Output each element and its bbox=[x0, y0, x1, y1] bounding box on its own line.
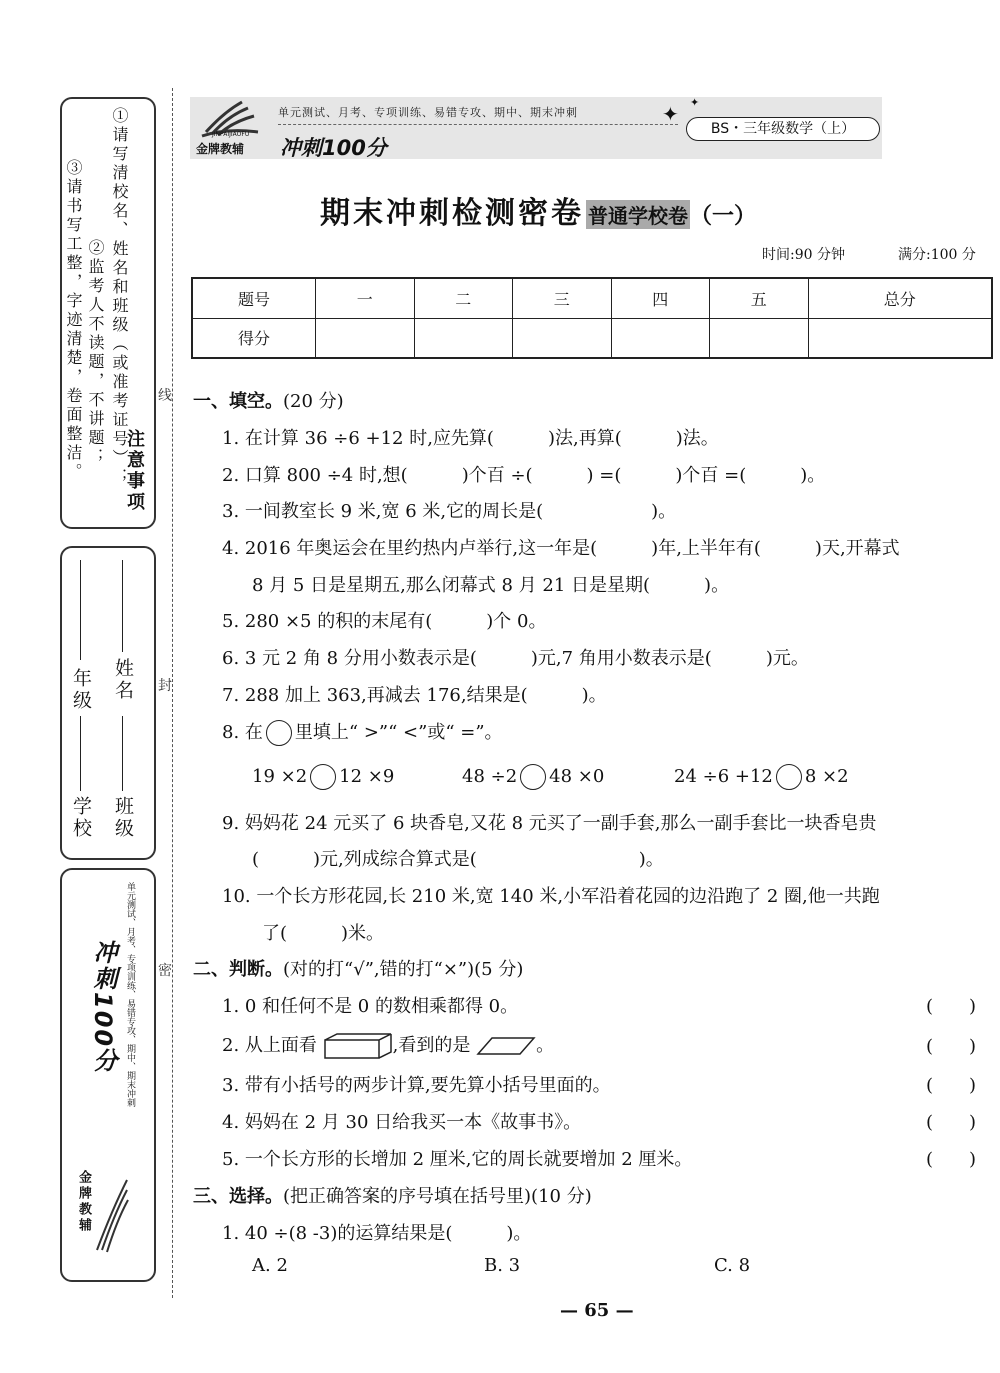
answer-paren[interactable]: ( ) bbox=[926, 1075, 977, 1096]
brand-name: 金牌教辅 bbox=[196, 142, 245, 156]
table-header-cell: 二 bbox=[414, 278, 513, 318]
compare-blank-circle[interactable] bbox=[310, 764, 336, 790]
section-1-title bbox=[193, 387, 344, 413]
section-score: (20 分) bbox=[283, 391, 344, 412]
section-title: 三、选择。 bbox=[193, 1186, 283, 1207]
score-table bbox=[191, 277, 993, 359]
compare-left: 24 ÷6 +12 bbox=[674, 766, 773, 787]
binding-cut-line bbox=[172, 88, 173, 1298]
question-1-8 bbox=[222, 718, 503, 746]
title-suffix: （一） bbox=[690, 203, 757, 229]
question-2-4: 4. 妈妈在 2 月 30 日给我买一本《故事书》。 bbox=[222, 1112, 582, 1133]
compare-right: 8 ×2 bbox=[804, 766, 849, 787]
score-cell[interactable] bbox=[414, 318, 513, 358]
compare-item-3 bbox=[674, 764, 849, 790]
ad-box bbox=[60, 868, 156, 1282]
section-2-title bbox=[193, 955, 523, 981]
table-header-cell: 总分 bbox=[808, 278, 992, 318]
compare-item-1 bbox=[252, 764, 394, 790]
book-logo-icon bbox=[92, 1170, 132, 1260]
question-1-10: 10. 一个长方形花园,长 210 米,宽 140 米,小军沿着花园的边沿跑了 2 圈,他一共跑 bbox=[222, 886, 880, 907]
student-info-box bbox=[60, 546, 156, 860]
school-label: 学校 bbox=[70, 796, 92, 840]
section-score: (把正确答案的序号填在括号里)(10 分) bbox=[283, 1186, 592, 1207]
ad-big-text: 冲刺100分 bbox=[89, 940, 117, 1075]
section-3-title bbox=[193, 1182, 592, 1208]
compare-right: 12 ×9 bbox=[339, 766, 395, 787]
class-field[interactable] bbox=[122, 716, 123, 791]
question-1-5: 5. 280 ×5 的积的末尾有( )个 0。 bbox=[222, 611, 547, 632]
compare-item-2 bbox=[462, 764, 604, 790]
section-title: 二、判断。 bbox=[193, 959, 283, 980]
answer-paren[interactable]: ( ) bbox=[926, 1149, 977, 1170]
compare-right: 48 ×0 bbox=[549, 766, 605, 787]
table-header-cell: 四 bbox=[611, 278, 710, 318]
table-header-cell: 一 bbox=[316, 278, 415, 318]
notice-box bbox=[60, 97, 156, 529]
section-title: 一、填空。 bbox=[193, 391, 283, 412]
answer-paren[interactable]: ( ) bbox=[926, 1036, 977, 1057]
q8-suffix: 里填上“ >”“ <”或“ =”。 bbox=[294, 722, 503, 743]
compare-blank-circle[interactable] bbox=[776, 764, 802, 790]
notice-label: 注意事项 bbox=[124, 429, 145, 513]
section-score: (对的打“√”,错的打“×”)(5 分) bbox=[283, 959, 524, 980]
question-1-1: 1. 在计算 36 ÷6 +12 时,应先算( )法,再算( )法。 bbox=[222, 428, 719, 449]
notice-line-3: ③请书写工整，字迹清楚，卷面整洁。 bbox=[64, 159, 83, 482]
q2-2-suffix: 。 bbox=[536, 1035, 555, 1056]
brand-pinyin: JINPAIJIAOFU bbox=[212, 131, 250, 138]
question-1-2: 2. 口算 800 ÷4 时,想( )个百 ÷( ) =( )个百 =( )。 bbox=[222, 465, 826, 486]
sparkle-small-icon: ✦ bbox=[690, 96, 700, 109]
school-field[interactable] bbox=[80, 716, 81, 791]
cuboid-icon bbox=[323, 1032, 393, 1060]
cut-label-seal: 封 bbox=[158, 678, 172, 694]
question-2-5: 5. 一个长方形的长增加 2 厘米,它的周长就要增加 2 厘米。 bbox=[222, 1149, 693, 1170]
table-header-cell: 三 bbox=[513, 278, 612, 318]
question-3-1: 1. 40 ÷(8 -3)的运算结果是( )。 bbox=[222, 1223, 532, 1244]
table-header-cell: 题号 bbox=[192, 278, 316, 318]
question-1-7: 7. 288 加上 363,再减去 176,结果是( )。 bbox=[222, 685, 607, 706]
ad-brand: 金牌教辅 bbox=[76, 1170, 91, 1234]
score-cell[interactable] bbox=[808, 318, 992, 358]
question-2-2 bbox=[222, 1031, 554, 1060]
cut-label-secret: 密 bbox=[158, 963, 172, 979]
choice-c[interactable]: C. 8 bbox=[714, 1255, 751, 1276]
cut-label-line: 线 bbox=[158, 388, 172, 404]
q8-prefix: 8. 在 bbox=[222, 722, 263, 743]
compare-circle-icon bbox=[266, 720, 292, 746]
title-tag: 普通学校卷 bbox=[586, 200, 690, 229]
compare-left: 19 ×2 bbox=[252, 766, 308, 787]
exam-time: 时间:90 分钟 bbox=[762, 247, 845, 263]
question-2-3: 3. 带有小括号的两步计算,要先算小括号里面的。 bbox=[222, 1075, 611, 1096]
question-2-1: 1. 0 和任何不是 0 的数相乘都得 0。 bbox=[222, 996, 519, 1017]
answer-paren[interactable]: ( ) bbox=[926, 1112, 977, 1133]
sparkle-icon: ✦ bbox=[662, 102, 679, 126]
compare-left: 48 ÷2 bbox=[462, 766, 518, 787]
question-1-6: 6. 3 元 2 角 8 分用小数表示是( )元,7 角用小数表示是( )元。 bbox=[222, 648, 809, 669]
notice-line-1: ①请写清校名、姓名和班级（或准考证号）； bbox=[110, 107, 129, 487]
table-row bbox=[192, 278, 992, 318]
class-label: 班级 bbox=[112, 796, 134, 840]
parallelogram-icon bbox=[476, 1034, 536, 1058]
grade-label: 年级 bbox=[70, 668, 92, 712]
ad-subtitle: 单元测试、月考、专项训练、易错专攻、期中、期末冲刺 bbox=[125, 882, 135, 1107]
grade-field[interactable] bbox=[80, 560, 81, 660]
exam-title bbox=[320, 188, 756, 232]
page-number: — 65 — bbox=[560, 1300, 634, 1321]
table-header-cell: 五 bbox=[710, 278, 809, 318]
choice-a[interactable]: A. 2 bbox=[252, 1255, 288, 1276]
question-1-4: 4. 2016 年奥运会在里约热内卢举行,这一年是( )年,上半年有( )天,开幕式 bbox=[222, 538, 900, 559]
brand-slogan: 冲刺100分 bbox=[280, 136, 387, 160]
header-divider bbox=[278, 124, 678, 125]
header-subtitle: 单元测试、月考、专项训练、易错专攻、期中、期末冲刺 bbox=[278, 106, 578, 119]
compare-blank-circle[interactable] bbox=[520, 764, 546, 790]
answer-paren[interactable]: ( ) bbox=[926, 996, 977, 1017]
notice-line-2: ②监考人不读题，不讲题； bbox=[86, 239, 105, 467]
q2-2-prefix: 2. 从上面看 bbox=[222, 1035, 317, 1056]
title-main: 期末冲刺检测密卷 bbox=[320, 196, 584, 231]
question-1-10-cont: 了( )米。 bbox=[262, 923, 385, 944]
table-row bbox=[192, 318, 992, 358]
score-cell[interactable] bbox=[316, 318, 415, 358]
score-row-label: 得分 bbox=[192, 318, 316, 358]
exam-full-score: 满分:100 分 bbox=[898, 247, 976, 263]
choice-b[interactable]: B. 3 bbox=[484, 1255, 521, 1276]
score-cell[interactable] bbox=[611, 318, 710, 358]
question-1-3: 3. 一间教室长 9 米,宽 6 米,它的周长是( )。 bbox=[222, 501, 677, 522]
score-cell[interactable] bbox=[710, 318, 809, 358]
q2-2-middle: ,看到的是 bbox=[392, 1035, 471, 1056]
name-label: 姓名 bbox=[112, 658, 134, 702]
score-cell[interactable] bbox=[513, 318, 612, 358]
question-1-4-cont: 8 月 5 日是星期五,那么闭幕式 8 月 21 日是星期( )。 bbox=[252, 575, 730, 596]
grade-badge: BS・三年级数学（上） bbox=[686, 117, 880, 141]
question-1-9: 9. 妈妈花 24 元买了 6 块香皂,又花 8 元买了一副手套,那么一副手套比一块香皂贵 bbox=[222, 813, 877, 834]
name-field[interactable] bbox=[122, 560, 123, 652]
question-1-9-cont: ( )元,列成综合算式是( )。 bbox=[252, 849, 664, 870]
